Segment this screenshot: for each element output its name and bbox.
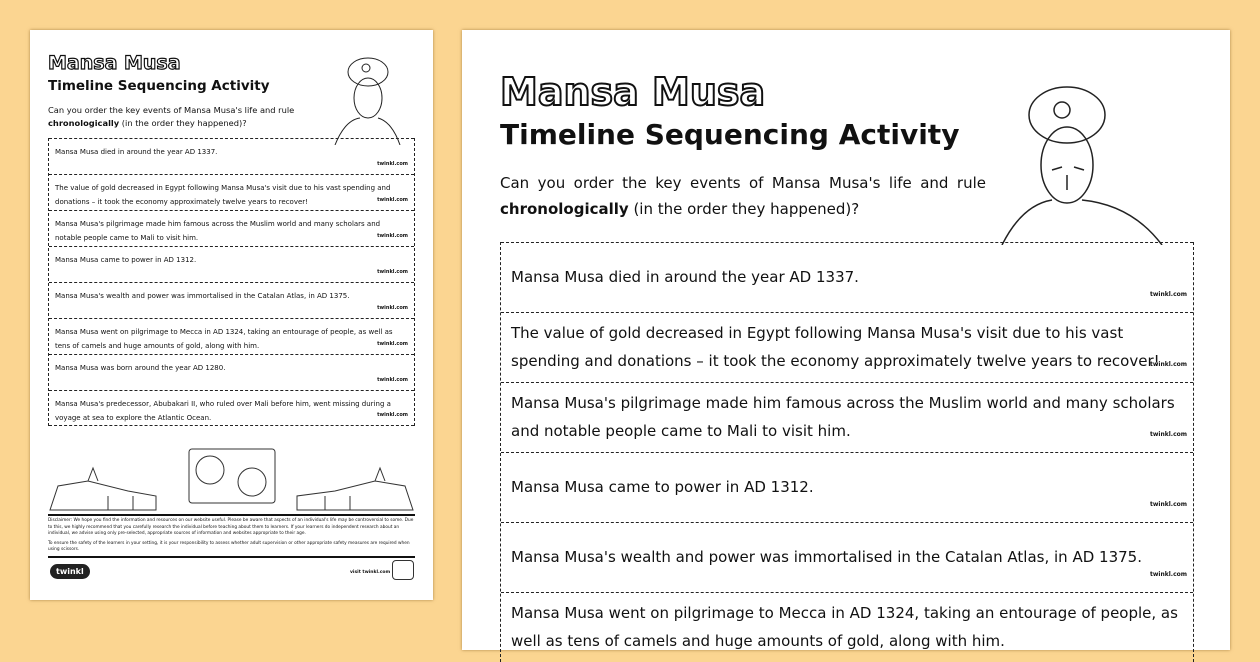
watermark: twinkl.com xyxy=(377,161,408,167)
event-strip xyxy=(501,452,1193,522)
event-strip[interactable] xyxy=(49,174,414,210)
event-text: Mansa Musa's pilgrimage made him famous across the Muslim world and many scholars and notable people came to Mali to visit him. xyxy=(55,220,381,242)
event-text: Mansa Musa's wealth and power was immortalised in the Catalan Atlas, in AD 1375. xyxy=(55,292,350,300)
disclaimer-text: Disclaimer: We hope you find the information and resources on our website useful. Please be aware that aspects of an individual's life may be controversial to some. Due to this, we highly recommend that you carefully research the individual before teaching about them to learners. If your learners do independent research about an individual, we advise using only pre-selected, appropriate sources of information and websites appropriate to their age. xyxy=(48,518,414,536)
twinkl-logo: twinkl xyxy=(50,564,90,579)
event-text: Mansa Musa went on pilgrimage to Mecca in AD 1324, taking an entourage of people, as well as tens of camels and huge amounts of gold, along with him. xyxy=(511,604,1178,650)
instructions xyxy=(48,104,310,130)
watermark: twinkl.com xyxy=(377,197,408,203)
event-text: The value of gold decreased in Egypt following Mansa Musa's visit due to his vast spending and donations – it took the economy approximately twelve years to recover! xyxy=(55,184,391,206)
event-strip[interactable] xyxy=(49,390,414,426)
intro-text: Can you order the key events of Mansa Musa's life and rule xyxy=(500,174,986,192)
mosque-illustration-left xyxy=(48,466,158,512)
event-text: Mansa Musa died in around the year AD 1337. xyxy=(511,268,859,286)
worksheet-title: Mansa Musa xyxy=(500,70,766,114)
worksheet-thumbnail[interactable] xyxy=(30,30,433,600)
event-strip[interactable] xyxy=(49,138,414,174)
mansa-musa-portrait xyxy=(320,50,415,145)
event-text: Mansa Musa's predecessor, Abubakari II, who ruled over Mali before him, went missing during a voyage at sea to explore the Atlantic Ocean. xyxy=(55,400,391,422)
watermark: twinkl.com xyxy=(1150,571,1187,578)
event-strip xyxy=(501,592,1193,662)
intro-rest: (in the order they happened)? xyxy=(119,118,247,128)
worksheet-subtitle: Timeline Sequencing Activity xyxy=(500,118,960,151)
worksheet-title: Mansa Musa xyxy=(48,52,181,74)
worksheet-preview xyxy=(462,30,1230,650)
watermark: twinkl.com xyxy=(1150,361,1187,368)
intro-bold: chronologically xyxy=(48,118,120,128)
intro-bold: chronologically xyxy=(500,200,629,218)
watermark: twinkl.com xyxy=(1150,501,1187,508)
event-strip[interactable] xyxy=(49,210,414,246)
watermark: twinkl.com xyxy=(377,233,408,239)
intro-text: Can you order the key events of Mansa Musa's life and rule xyxy=(48,105,295,115)
event-text: Mansa Musa's pilgrimage made him famous across the Muslim world and many scholars and notable people came to Mali to visit him. xyxy=(511,394,1175,440)
event-strip xyxy=(501,242,1193,312)
event-text: The value of gold decreased in Egypt following Mansa Musa's visit due to his vast spending and donations – it took the economy approximately twelve years to recover! xyxy=(511,324,1160,370)
event-text: Mansa Musa's wealth and power was immortalised in the Catalan Atlas, in AD 1375. xyxy=(511,548,1142,566)
catalan-atlas-illustration xyxy=(188,448,276,504)
event-strip[interactable] xyxy=(49,318,414,354)
visit-link[interactable]: visit twinkl.com xyxy=(350,570,391,575)
event-strip[interactable] xyxy=(49,282,414,318)
event-strips xyxy=(48,138,415,426)
watermark: twinkl.com xyxy=(1150,431,1187,438)
instructions xyxy=(500,170,986,222)
disclaimer xyxy=(48,514,415,558)
mansa-musa-portrait xyxy=(982,75,1182,245)
mosque-illustration-right xyxy=(295,466,415,512)
event-strip xyxy=(501,522,1193,592)
worksheet-subtitle: Timeline Sequencing Activity xyxy=(48,78,270,94)
event-strip[interactable] xyxy=(49,246,414,282)
watermark: twinkl.com xyxy=(377,305,408,311)
event-strip xyxy=(501,312,1193,382)
event-text: Mansa Musa came to power in AD 1312. xyxy=(55,256,197,264)
quality-badge-icon xyxy=(392,560,414,580)
watermark: twinkl.com xyxy=(377,377,408,383)
watermark: twinkl.com xyxy=(377,412,408,418)
event-strips xyxy=(500,242,1194,662)
event-strip[interactable] xyxy=(49,354,414,390)
event-text: Mansa Musa went on pilgrimage to Mecca in AD 1324, taking an entourage of people, as well as tens of camels and huge amounts of gold, along with him. xyxy=(55,328,393,350)
event-strip xyxy=(501,382,1193,452)
intro-rest: (in the order they happened)? xyxy=(628,200,860,218)
watermark: twinkl.com xyxy=(377,341,408,347)
event-text: Mansa Musa was born around the year AD 1280. xyxy=(55,364,226,372)
event-text: Mansa Musa died in around the year AD 1337. xyxy=(55,148,218,156)
watermark: twinkl.com xyxy=(377,269,408,275)
watermark: twinkl.com xyxy=(1150,291,1187,298)
event-text: Mansa Musa came to power in AD 1312. xyxy=(511,478,814,496)
safety-text: To ensure the safety of the learners in your setting, it is your responsibility to assess whether adult supervision or other appropriate safety measures are required when using scissors. xyxy=(48,540,410,552)
